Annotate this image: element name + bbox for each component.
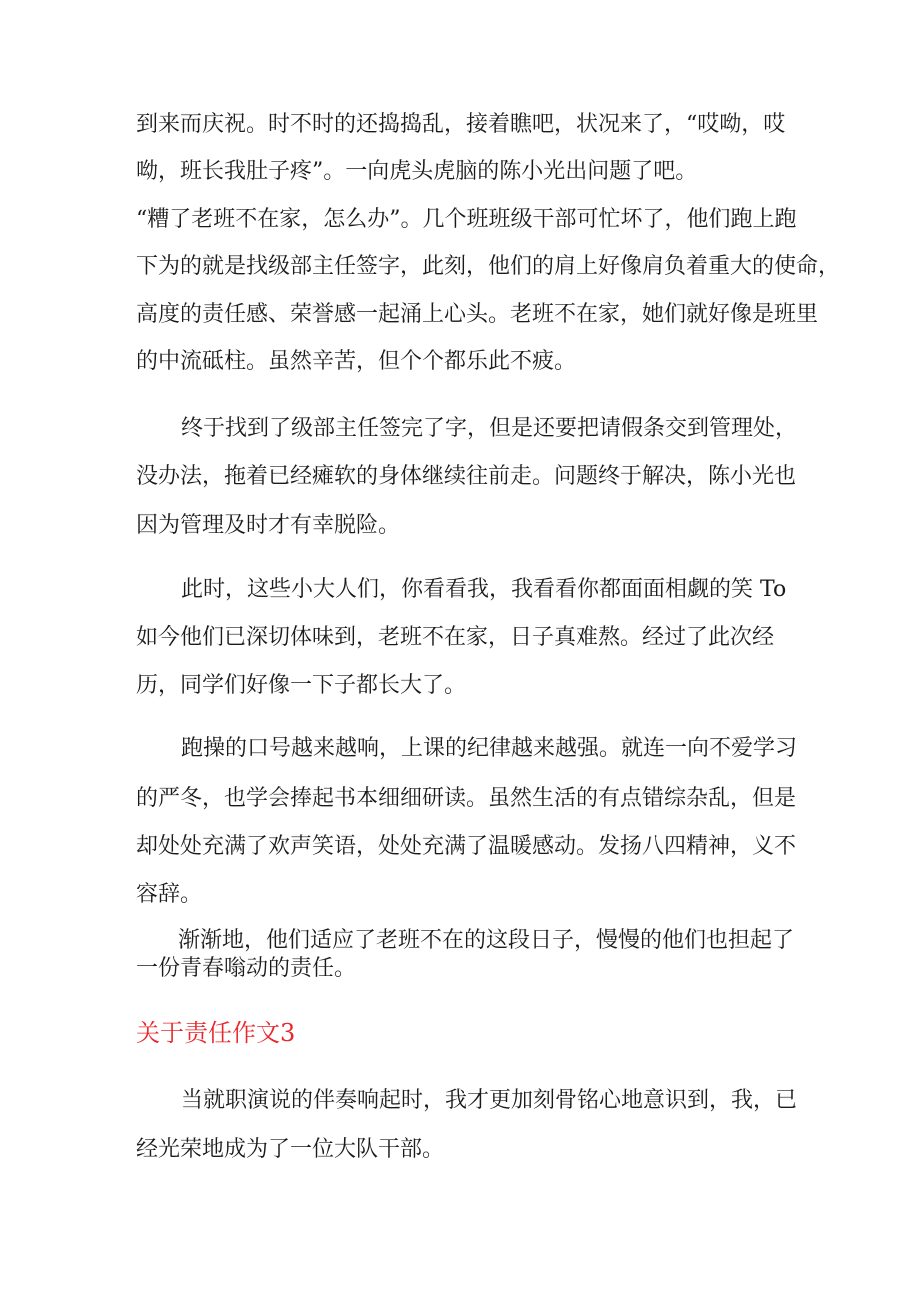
paragraph-6-line-2: 一份青春嗡动的责任。 bbox=[136, 956, 357, 981]
paragraph-5-line-1: 跑操的口号越来越响，上课的纪律越来越强。就连一向不爱学习 bbox=[181, 736, 798, 761]
paragraph-4-line-3: 历，同学们好像一下子都长大了。 bbox=[136, 673, 467, 698]
paragraph-2-line-4: 的中流砥柱。虽然辛苦，但个个都乐此不疲。 bbox=[136, 349, 577, 374]
section-heading: 关于责任作文3 bbox=[136, 1019, 296, 1047]
paragraph-5-line-4: 容辞。 bbox=[136, 882, 203, 907]
paragraph-3-line-1: 终于找到了级部主任签完了字，但是还要把请假条交到管理处， bbox=[181, 416, 798, 441]
paragraph-4-line-1: 此时，这些小大人们，你看看我，我看看你都面面相觑的笑 To bbox=[181, 577, 787, 602]
paragraph-2-line-1: “糟了老班不在家，怎么办”。几个班班级干部可忙坏了，他们跑上跑 bbox=[136, 207, 797, 232]
paragraph-5-line-3: 却处处充满了欢声笑语，处处充满了温暖感动。发扬八四精神，义不 bbox=[136, 834, 797, 859]
paragraph-6-line-1: 渐渐地，他们适应了老班不在的这段日子，慢慢的他们也担起了 bbox=[178, 928, 795, 953]
paragraph-4-line-2: 如今他们已深切体味到，老班不在家，日子真难熬。经过了此次经 bbox=[136, 625, 775, 650]
paragraph-2-line-2: 下为的就是找级部主任签字，此刻，他们的肩上好像肩负着重大的使命， bbox=[136, 254, 841, 279]
paragraph-3-line-3: 因为管理及时才有幸脱险。 bbox=[136, 513, 401, 538]
paragraph-1-line-2: 呦，班长我肚子疼”。一向虎头虎脑的陈小光出问题了吧。 bbox=[136, 159, 698, 184]
paragraph-5-line-2: 的严冬，也学会捧起书本细细研读。虽然生活的有点错综杂乱，但是 bbox=[136, 786, 797, 811]
paragraph-7-line-1: 当就职演说的伴奏响起时，我才更加刻骨铭心地意识到，我，已 bbox=[181, 1088, 798, 1113]
paragraph-3-line-2: 没办法，拖着已经瘫软的身体继续往前走。问题终于解决，陈小光也 bbox=[136, 464, 797, 489]
paragraph-2-line-3: 高度的责任感、荣誉感一起涌上心头。老班不在家，她们就好像是班里 bbox=[136, 302, 819, 327]
paragraph-1-line-1: 到来而庆祝。时不时的还捣捣乱，接着瞧吧，状况来了，“哎呦，哎 bbox=[136, 112, 786, 137]
paragraph-7-line-2: 经光荣地成为了一位大队干部。 bbox=[136, 1137, 445, 1162]
